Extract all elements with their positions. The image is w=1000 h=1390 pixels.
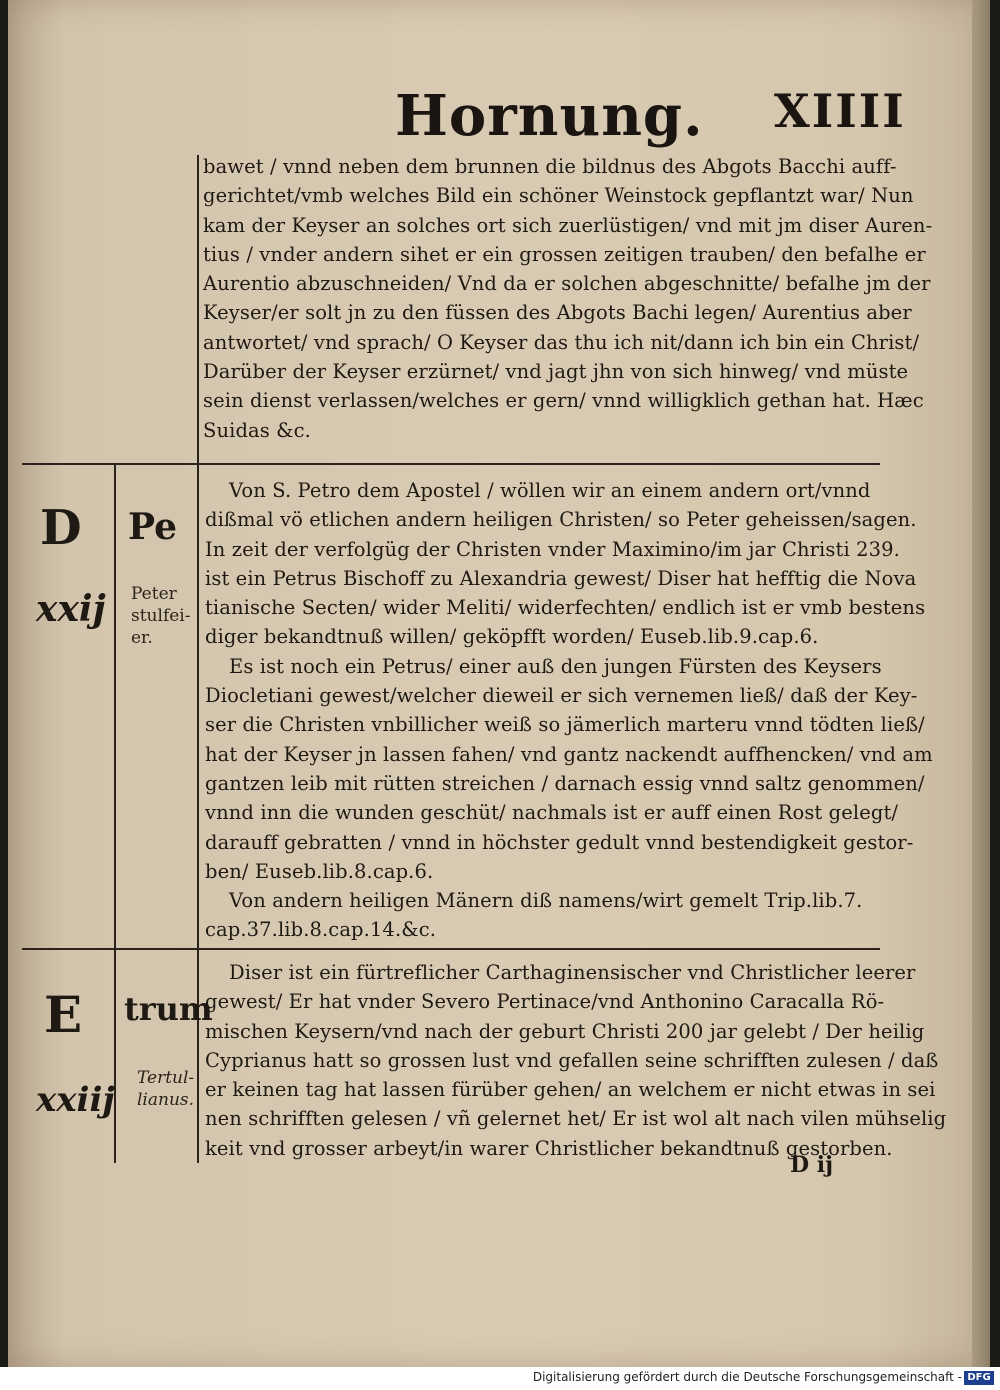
text-line: vnnd inn die wunden geschüt/ nachmals ist er auff einen Rost gelegt/ (205, 801, 899, 825)
text-line: Von S. Petro dem Apostel / wöllen wir an einem andern ort/vnnd (229, 479, 871, 502)
text-line: Aurentio abzuschneiden/ Vnd da er solchen abgeschnitte/ befalhe jm der (203, 272, 931, 296)
text-line: gantzen leib mit rütten streichen / darnach essig vnnd saltz genommen/ (205, 771, 925, 795)
text-line: kam der Keyser an solches ort sich zuerlüstigen/ vnd mit jm diser Auren- (203, 213, 933, 237)
calendar-syllable-pe: Pe (128, 506, 178, 548)
text-line: Suidas &c. (203, 418, 311, 442)
calendar-letter-d: D (40, 500, 82, 556)
calendar-syllable-trum: trum (124, 990, 213, 1028)
margin-column-rule-1 (114, 463, 116, 1163)
text-line: keit vnd grosser arbeyt/in warer Christlicher bekandtnuß gestorben. (205, 1136, 893, 1160)
signature-catchword: D ij (790, 1152, 834, 1178)
text-line: sein dienst verlassen/welches er gern/ vnnd willigklich gethan hat. Hæc (203, 389, 924, 413)
text-line: Cyprianus hatt so grossen lust vnd gefallen seine schrifften zulesen / daß (205, 1048, 939, 1072)
margin-note-line: er. (131, 628, 153, 648)
margin-note-line: stulfei- (131, 606, 191, 626)
text-line: Von andern heiligen Mänern diß namens/wirt gemelt Trip.lib.7. (229, 889, 863, 913)
text-line: gerichtet/vmb welches Bild ein schöner Weinstock gepflantzt war/ Nun (203, 184, 914, 208)
text-line: Es ist noch ein Petrus/ einer auß den jungen Fürsten des Keysers (229, 654, 882, 678)
page-edge (972, 0, 990, 1367)
section-1-text (203, 152, 932, 445)
text-line: bawet / vnnd neben dem brunnen die bildnus des Abgots Bacchi auff- (203, 155, 897, 178)
section-divider-1 (22, 463, 880, 465)
page-header-title: Hornung. (395, 83, 704, 149)
text-line: ser die Christen vnbillicher weiß so jämerlich marteru vnnd tödten ließ/ (205, 713, 925, 737)
dfg-logo: DFG (964, 1371, 994, 1385)
text-line: ist ein Petrus Bischoff zu Alexandria gewest/ Diser hat hefftig die Nova (205, 566, 917, 590)
margin-note-peter (131, 583, 190, 649)
text-line: hat der Keyser jn lassen fahen/ vnd gantz nackendt auffhencken/ vnd am (205, 742, 933, 766)
digitization-credit: Digitalisierung gefördert durch die Deutsche Forschungsgemeinschaft - (532, 1370, 962, 1384)
margin-note-line: Tertul- (137, 1068, 195, 1088)
text-line: antwortet/ vnd sprach/ O Keyser das thu ich nit/dann ich bin ein Christ/ (203, 330, 920, 354)
margin-note-tertullianus (137, 1067, 194, 1111)
text-line: Keyser/er solt jn zu den füssen des Abgots Bachi legen/ Aurentius aber (203, 301, 912, 325)
text-line: mischen Keysern/vnd nach der geburt Christi 200 jar gelebt / Der heilig (205, 1019, 925, 1043)
section-divider-2 (22, 948, 880, 950)
text-line: Diser ist ein fürtreflicher Carthaginensischer vnd Christlicher leerer (229, 961, 916, 984)
section-3-text (205, 958, 946, 1163)
text-line: darauff gebratten / vnnd in höchster gedult vnnd bestendigkeit gestor- (205, 830, 914, 854)
text-line: In zeit der verfolgüg der Christen vnder Maximino/im jar Christi 239. (205, 537, 900, 561)
margin-note-line: lianus. (137, 1090, 195, 1110)
text-line: er keinen tag hat lassen fürüber gehen/ an welchem er nicht etwas in sei (205, 1078, 936, 1102)
margin-note-line: Peter (131, 584, 177, 604)
text-line: Diocletiani gewest/welcher dieweil er sich vernemen ließ/ daß der Key- (205, 684, 918, 708)
calendar-day-number: xxij (36, 588, 106, 630)
folio-number: XIIII (774, 84, 906, 138)
text-line: tianische Secten/ wider Meliti/ widerfechten/ endlich ist er vmb bestens (205, 596, 926, 620)
text-line: nen schrifften gelesen / vñ gelernet het/ Er ist wol alt nach vilen mühselig (205, 1107, 947, 1131)
text-line: Darüber der Keyser erzürnet/ vnd jagt jhn von sich hinweg/ vnd müste (203, 360, 909, 384)
text-line: cap.37.lib.8.cap.14.&c. (205, 918, 437, 942)
text-line: diger bekandtnuß willen/ geköpfft worden/ Euseb.lib.9.cap.6. (205, 625, 819, 649)
calendar-letter-e: E (44, 985, 83, 1044)
text-line: tius / vnder andern sihet er ein grossen zeitigen trauben/ den befalhe er (203, 242, 926, 266)
calendar-day-number: xxiij (36, 1080, 115, 1120)
text-line: ben/ Euseb.lib.8.cap.6. (205, 859, 434, 883)
section-2-text (205, 476, 933, 945)
text-line: gewest/ Er hat vnder Severo Pertinace/vnd Anthonino Caracalla Rö- (205, 990, 885, 1014)
text-line: dißmal vö etlichen andern heiligen Christen/ so Peter geheissen/sagen. (205, 508, 917, 532)
